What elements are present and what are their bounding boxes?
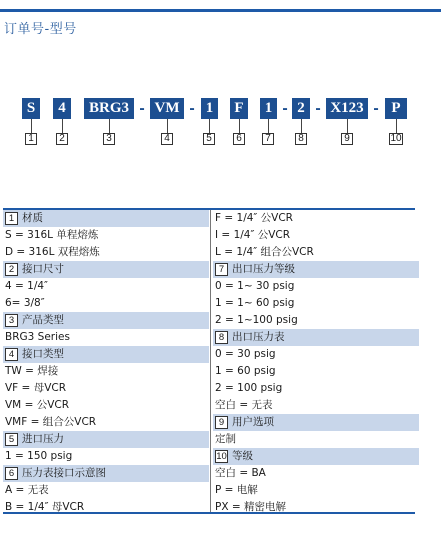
option-item: I = 1/4″ 公VCR [215, 229, 291, 241]
option-item: A = 无表 [5, 484, 49, 496]
code-segment-gauge-port: F [230, 98, 248, 119]
section-title: 接口类型 [22, 348, 64, 360]
section-header [3, 465, 209, 482]
option-item: 2 = 1~100 psig [215, 314, 298, 326]
connector-line [109, 119, 110, 133]
index-box-7: 7 [262, 133, 274, 145]
section-header [3, 210, 209, 227]
section-number-box: 1 [5, 212, 18, 225]
code-segment-outlet-gauge: 2 [292, 98, 310, 119]
option-item: S = 316L 单程熔炼 [5, 229, 99, 241]
section-number-box: 3 [5, 314, 18, 327]
code-dash: - [373, 99, 379, 117]
index-box-2: 2 [56, 133, 68, 145]
connector-line [347, 119, 348, 133]
index-box-1: 1 [25, 133, 37, 145]
connector-line [239, 119, 240, 133]
section-number-box: 10 [216, 450, 227, 462]
code-segment-connection: VM [150, 98, 184, 119]
page-title: 订单号-型号 [4, 22, 77, 37]
section-number-box: 7 [215, 263, 228, 276]
option-item: 1 = 1~ 60 psig [215, 297, 295, 309]
option-item: BRG3 Series [5, 331, 70, 343]
section-title: 进口压力 [22, 433, 64, 445]
section-number-box: 4 [5, 348, 18, 361]
index-box-3: 3 [103, 133, 115, 145]
option-item: L = 1/4″ 组合公VCR [215, 246, 314, 258]
index-box-10: 10 [390, 133, 402, 144]
section-number-box: 9 [215, 416, 228, 429]
code-segment-user-option: X123 [326, 98, 368, 119]
section-header [3, 312, 209, 329]
section-title: 产品类型 [22, 314, 64, 326]
section-title: 用户选项 [232, 416, 274, 428]
code-segment-inlet-pressure: 1 [201, 98, 218, 119]
connector-line [301, 119, 302, 133]
top-rule [0, 9, 441, 12]
section-header [213, 448, 419, 465]
option-item: 空白 = BA [215, 467, 266, 479]
section-title: 出口压力表 [232, 331, 285, 343]
code-segment-port-size: 4 [53, 98, 71, 119]
section-header [213, 261, 419, 278]
option-item: 0 = 1~ 30 psig [215, 280, 295, 292]
code-dash: - [315, 99, 321, 117]
section-title: 压力表接口示意图 [22, 467, 106, 479]
section-header [3, 431, 209, 448]
section-header [213, 329, 419, 346]
option-item: B = 1/4″ 母VCR [5, 501, 85, 513]
index-box-5: 5 [203, 133, 215, 145]
option-item: 定制 [215, 433, 236, 445]
code-dash: - [139, 99, 145, 117]
index-box-6: 6 [233, 133, 245, 145]
connector-line [167, 119, 168, 133]
code-dash: - [189, 99, 195, 117]
column-divider [210, 210, 211, 512]
option-item: TW = 焊接 [5, 365, 59, 377]
option-item: P = 电解 [215, 484, 258, 496]
section-title: 出口压力等级 [232, 263, 295, 275]
option-item: VM = 公VCR [5, 399, 70, 411]
section-header [3, 261, 209, 278]
section-header [3, 346, 209, 363]
index-box-8: 8 [295, 133, 307, 145]
option-item: VMF = 组合公VCR [5, 416, 97, 428]
section-number-box: 2 [5, 263, 18, 276]
option-item: F = 1/4″ 公VCR [215, 212, 293, 224]
section-title: 接口尺寸 [22, 263, 64, 275]
option-table [3, 208, 415, 514]
section-title: 等级 [232, 450, 253, 462]
option-item: D = 316L 双程熔炼 [5, 246, 100, 258]
connector-line [62, 119, 63, 133]
option-item: 空白 = 无表 [215, 399, 273, 411]
section-number-box: 5 [5, 433, 18, 446]
section-header [213, 414, 419, 431]
connector-line [209, 119, 210, 133]
section-number-box: 6 [5, 467, 18, 480]
code-segment-material: S [22, 98, 40, 119]
index-box-9: 9 [341, 133, 353, 145]
option-item: 6= 3/8″ [5, 297, 45, 309]
option-item: PX = 精密电解 [215, 501, 286, 513]
code-segment-outlet-pressure: 1 [260, 98, 277, 119]
model-code-row [0, 98, 441, 120]
section-number-box: 8 [215, 331, 228, 344]
section-title: 材质 [22, 212, 43, 224]
option-item: VF = 母VCR [5, 382, 67, 394]
option-item: 1 = 60 psig [215, 365, 276, 377]
option-item: 1 = 150 psig [5, 450, 73, 462]
connector-line [31, 119, 32, 133]
option-item: 4 = 1/4″ [5, 280, 48, 292]
connector-line [268, 119, 269, 133]
code-segment-grade: P [385, 98, 407, 119]
option-item: 2 = 100 psig [215, 382, 283, 394]
connector-line [396, 119, 397, 133]
code-segment-product: BRG3 [84, 98, 134, 119]
index-box-4: 4 [161, 133, 173, 145]
option-item: 0 = 30 psig [215, 348, 276, 360]
code-dash: - [282, 99, 288, 117]
